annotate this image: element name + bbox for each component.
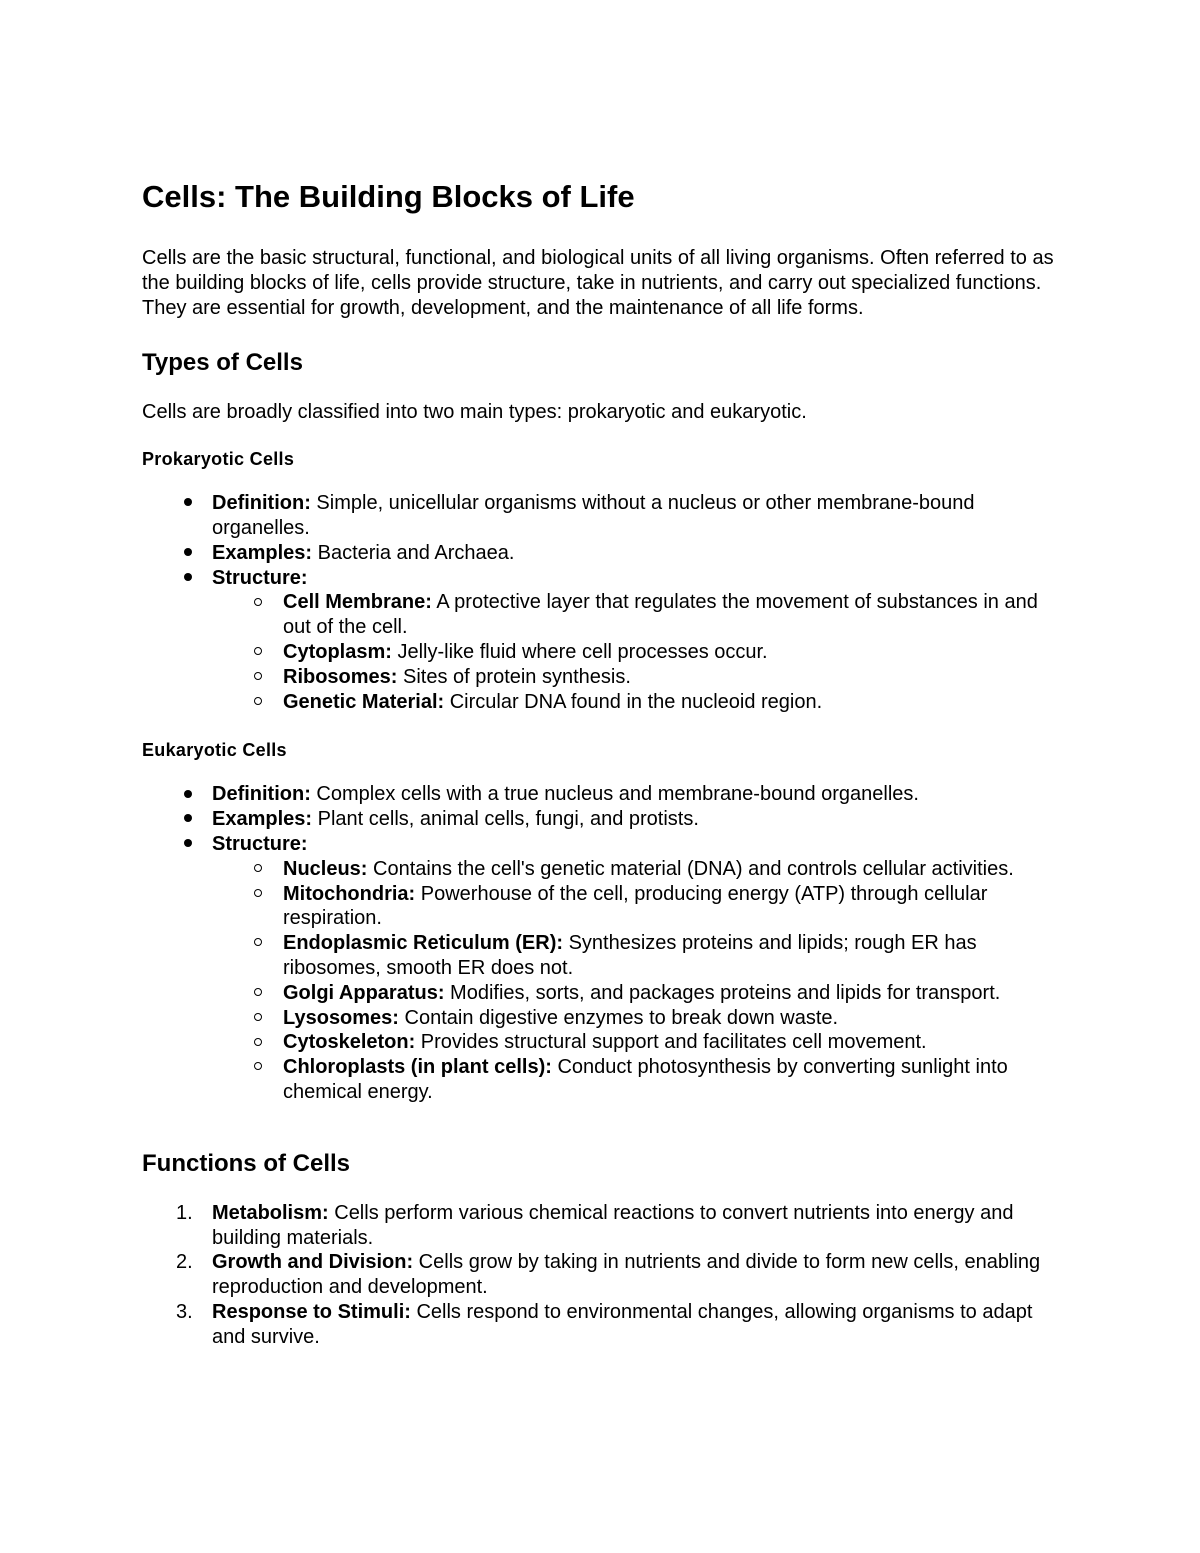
list-number: 3. bbox=[176, 1300, 193, 1323]
list-item: Endoplasmic Reticulum (ER): Synthesizes proteins and lipids; rough ER has ribosomes, smooth ER does not. bbox=[142, 931, 1060, 981]
list-item: Lysosomes: Contain digestive enzymes to break down waste. bbox=[142, 1006, 1060, 1031]
circle-bullet-icon bbox=[248, 690, 268, 715]
eukaryotic-heading: Eukaryotic Cells bbox=[142, 740, 287, 761]
list-item: Cytoskeleton: Provides structural support and facilitates cell movement. bbox=[142, 1030, 1060, 1055]
list-item: Cytoplasm: Jelly-like fluid where cell processes occur. bbox=[142, 640, 1060, 665]
circle-bullet-icon bbox=[248, 931, 268, 956]
list-item: Examples: Plant cells, animal cells, fungi, and protists. bbox=[142, 807, 1060, 832]
circle-bullet-icon bbox=[248, 1055, 268, 1080]
list-item: 1. Metabolism: Cells perform various chemical reactions to convert nutrients into energy and building materials. bbox=[176, 1201, 1014, 1249]
list-item: Definition: Complex cells with a true nucleus and membrane-bound organelles. bbox=[142, 782, 1060, 807]
list-item: 2. Growth and Division: Cells grow by taking in nutrients and divide to form new cells, enabling reproduction and development. bbox=[176, 1251, 1041, 1299]
list-item: Definition: Simple, unicellular organisms without a nucleus or other membrane-bound organelles. bbox=[142, 491, 1060, 541]
list-item: Examples: Bacteria and Archaea. bbox=[142, 541, 1060, 566]
list-item: 3. Response to Stimuli: Cells respond to environmental changes, allowing organisms to adapt and survive. bbox=[176, 1300, 1033, 1348]
bullet-icon bbox=[178, 807, 198, 832]
bullet-icon bbox=[178, 541, 198, 566]
bullet-icon bbox=[178, 491, 198, 516]
list-item: Structure: Cell Membrane: A protective layer that regulates the movement of substances in and out of the cell. Cytoplasm: Jelly-like fluid where cell processes occur. Ribosomes: Sites of protein synthesis. Genetic Material: Circular DNA found in the nucleoid region. bbox=[142, 566, 1060, 715]
bullet-icon bbox=[178, 566, 198, 591]
circle-bullet-icon bbox=[248, 665, 268, 690]
circle-bullet-icon bbox=[248, 882, 268, 907]
circle-bullet-icon bbox=[248, 1006, 268, 1031]
eukaryotic-list bbox=[142, 782, 1060, 1104]
functions-heading: Functions of Cells bbox=[142, 1149, 351, 1177]
prokaryotic-heading: Prokaryotic Cells bbox=[142, 449, 295, 470]
circle-bullet-icon bbox=[248, 981, 268, 1006]
functions-list bbox=[142, 1201, 1060, 1350]
list-item: Ribosomes: Sites of protein synthesis. bbox=[142, 665, 1060, 690]
list-item: Nucleus: Contains the cell's genetic material (DNA) and controls cellular activities. bbox=[142, 857, 1060, 882]
bullet-icon bbox=[178, 832, 198, 857]
prokaryotic-structure-list bbox=[212, 590, 1060, 714]
circle-bullet-icon bbox=[248, 1030, 268, 1055]
page-title: Cells: The Building Blocks of Life bbox=[142, 179, 635, 214]
bullet-icon bbox=[178, 782, 198, 807]
types-intro: Cells are broadly classified into two main types: prokaryotic and eukaryotic. bbox=[142, 401, 807, 424]
list-number: 1. bbox=[176, 1201, 193, 1224]
prokaryotic-list bbox=[142, 491, 1060, 714]
list-item: Chloroplasts (in plant cells): Conduct photosynthesis by converting sunlight into chemical energy. bbox=[142, 1055, 1060, 1105]
list-item: Golgi Apparatus: Modifies, sorts, and packages proteins and lipids for transport. bbox=[142, 981, 1060, 1006]
list-item: Structure: Nucleus: Contains the cell's genetic material (DNA) and controls cellular activities. Mitochondria: Powerhouse of the cell, producing energy (ATP) through cellular respiration. Endoplasmic Reticulum (ER): Synthesizes proteins and lipids; rough ER has ribosomes, smooth ER does not. Golgi Apparatus: Modifies, sorts, and packages proteins and lipids for transport. Lysosomes: Contain digestive enzymes to break down waste. Cytoskeleton: Provides structural support and facilitates cell movement. Chloroplasts (in plant cells): Conduct photosynthesis by converting sunlight into chemical energy. bbox=[142, 832, 1060, 1105]
types-heading: Types of Cells bbox=[142, 349, 303, 377]
intro-paragraph: Cells are the basic structural, functional, and biological units of all living organisms. Often referred to as the building blocks of life, cells provide structure, take in nutrients, and carry out specialized functions. They are essential for growth, development, and the maintenance of all life forms. bbox=[142, 247, 1054, 319]
list-item: Genetic Material: Circular DNA found in the nucleoid region. bbox=[142, 690, 1060, 715]
list-item: Mitochondria: Powerhouse of the cell, producing energy (ATP) through cellular respiration. bbox=[142, 882, 1060, 932]
circle-bullet-icon bbox=[248, 590, 268, 615]
eukaryotic-structure-list bbox=[212, 857, 1060, 1105]
list-number: 2. bbox=[176, 1251, 193, 1274]
circle-bullet-icon bbox=[248, 857, 268, 882]
list-item: Cell Membrane: A protective layer that regulates the movement of substances in and out of the cell. bbox=[142, 590, 1060, 640]
circle-bullet-icon bbox=[248, 640, 268, 665]
